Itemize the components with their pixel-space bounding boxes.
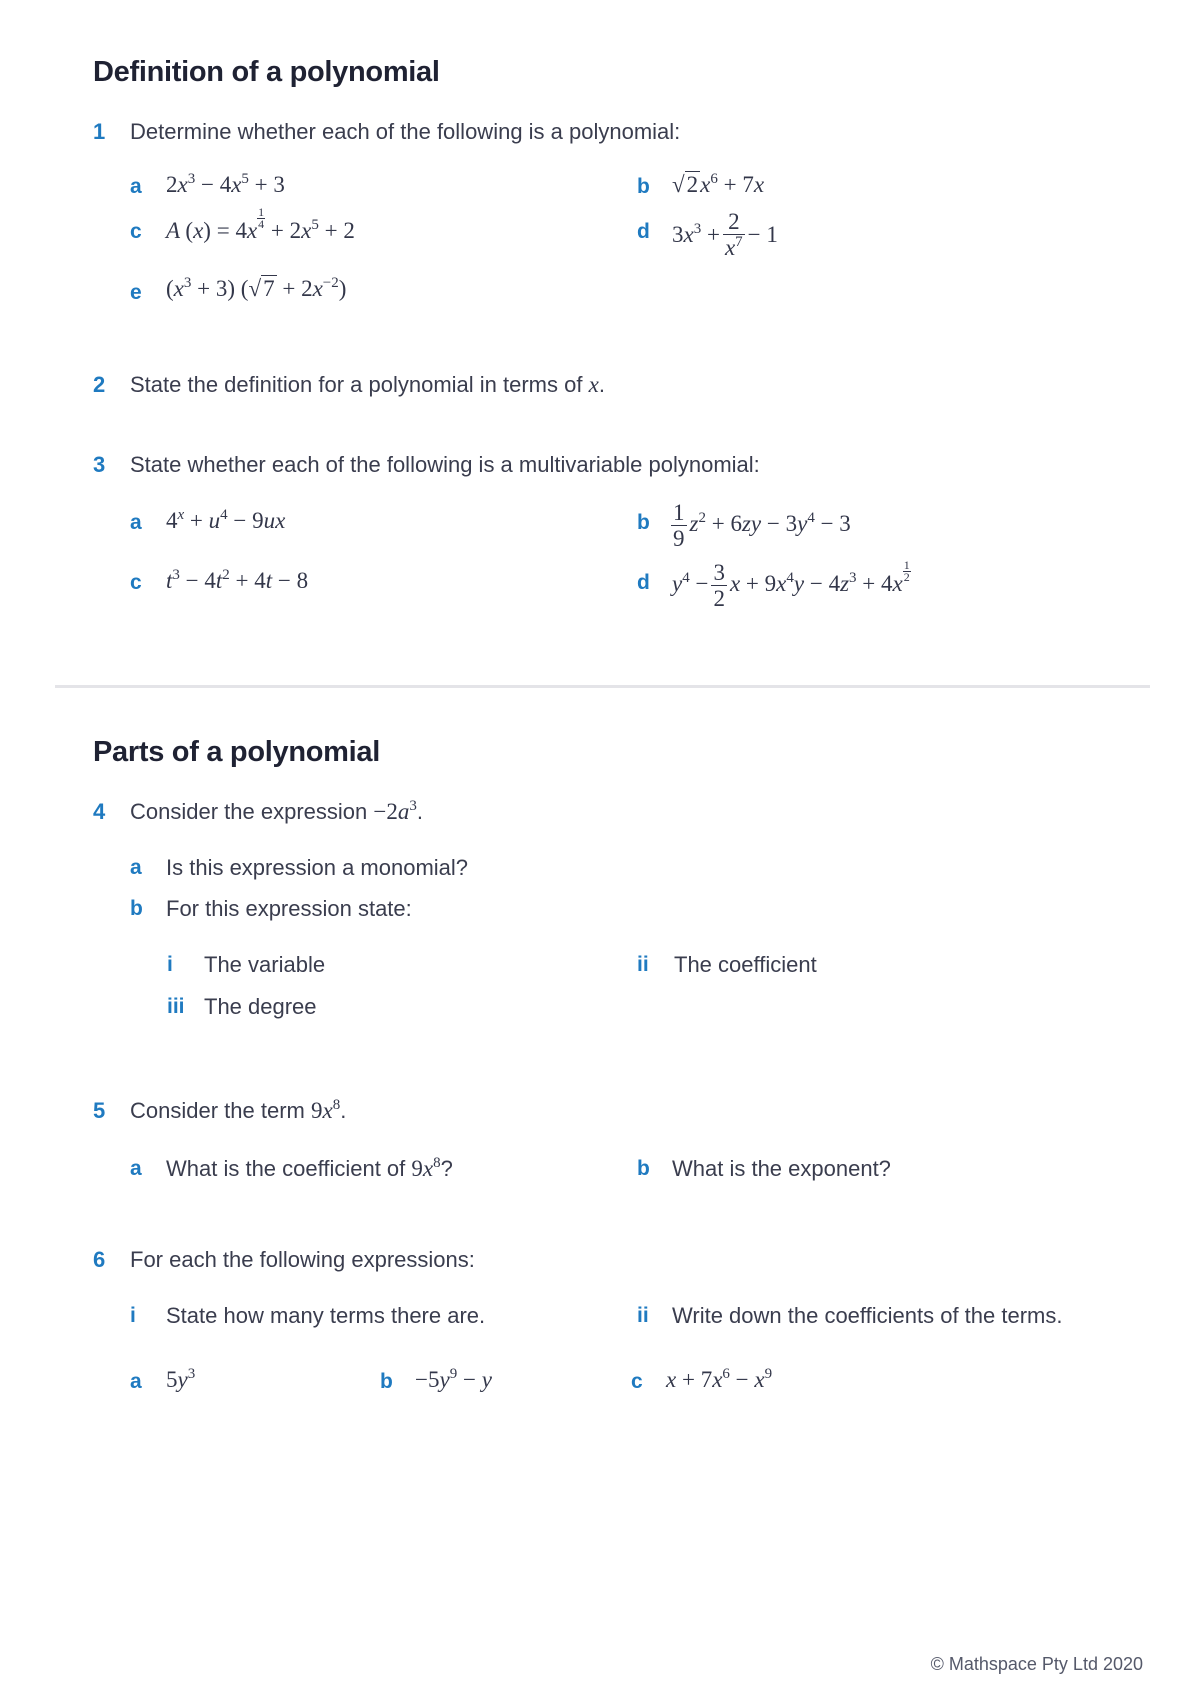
- q1-part-b-label: b: [637, 175, 650, 198]
- q1-part-a-label: a: [130, 175, 142, 198]
- q6-sub-i-label: i: [130, 1304, 136, 1327]
- question-4-period: .: [416, 799, 423, 824]
- question-4-expression: $-2a^3$: [373, 798, 417, 824]
- q4-part-b-label: b: [130, 897, 143, 920]
- q6-part-c-label: c: [631, 1370, 643, 1393]
- q6-part-a-label: a: [130, 1370, 142, 1393]
- q3-part-c-label: c: [130, 571, 142, 594]
- q5-part-a-label: a: [130, 1157, 142, 1180]
- question-5-period: .: [340, 1098, 347, 1123]
- q4-part-a-text: Is this expression a monomial?: [166, 855, 469, 880]
- q1-part-a-expression: $2x^3 - 4x^5 + 3$: [166, 171, 285, 197]
- q1-part-d-label: d: [637, 220, 650, 243]
- q4-part-b-text: For this expression state:: [166, 896, 412, 921]
- question-number-5: 5: [93, 1098, 106, 1123]
- section-title-parts: Parts of a polynomial: [93, 736, 380, 768]
- q5-part-b-label: b: [637, 1157, 650, 1180]
- question-5-body: Consider the term: [130, 1098, 305, 1123]
- question-2-body: State the definition for a polynomial in terms of: [130, 372, 583, 397]
- q3-part-b-label: b: [637, 511, 650, 534]
- question-2-text: [130, 372, 605, 398]
- q6-part-b-label: b: [380, 1370, 393, 1393]
- q6-part-c-expression: $x + 7x^6 - x^9$: [666, 1366, 773, 1392]
- section-divider: [55, 685, 1150, 688]
- question-6-text: For each the following expressions:: [130, 1247, 475, 1272]
- q6-part-b-expression: $-5y^9 - y$: [415, 1366, 492, 1392]
- question-4-body: Consider the expression: [130, 799, 368, 824]
- q5-part-a-term: $9x^8$: [411, 1155, 441, 1181]
- q3-part-a-label: a: [130, 511, 142, 534]
- q3-part-c-expression: $t^3 - 4t^2 + 4t - 8$: [166, 567, 309, 593]
- q5-part-a-body: What is the coefficient of: [166, 1156, 406, 1181]
- q1-part-e-label: e: [130, 281, 142, 304]
- q1-part-d-expression: $3x^3$ + $\frac{2}{x^7}$ − 1: [672, 209, 778, 264]
- question-1-text: Determine whether each of the following is a polynomial:: [130, 119, 681, 144]
- q3-part-d-label: d: [637, 571, 650, 594]
- question-number-3: 3: [93, 452, 106, 477]
- q6-part-a-expression: $5y^3$: [166, 1366, 196, 1392]
- question-number-6: 6: [93, 1247, 106, 1272]
- q4-sub-iii-label: iii: [167, 995, 185, 1018]
- question-number-4: 4: [93, 799, 106, 824]
- question-2-variable: x: [588, 372, 599, 397]
- q4-part-a-label: a: [130, 856, 142, 879]
- q4-sub-ii-text: The coefficient: [674, 952, 817, 977]
- question-5-text: [130, 1098, 346, 1124]
- q4-sub-i-text: The variable: [204, 952, 326, 977]
- question-2-period: .: [598, 372, 605, 397]
- q5-part-b-text: What is the exponent?: [672, 1156, 891, 1181]
- q4-sub-iii-text: The degree: [204, 994, 317, 1019]
- q3-part-d-expression: $y^4$ − $\frac{3}{2}$ $x + 9x^4y - 4z^3 + 4x$ $\frac{1}{2}$: [672, 557, 910, 611]
- q5-part-a-text: [166, 1156, 453, 1182]
- section-title-definition: Definition of a polynomial: [93, 56, 440, 88]
- question-4-text: [130, 799, 423, 825]
- question-3-text: State whether each of the following is a multivariable polynomial:: [130, 452, 760, 477]
- q5-part-a-qmark: ?: [440, 1156, 453, 1181]
- q1-part-e-expression: $(x^3 + 3) (√7 + 2x^{-2})$: [166, 275, 347, 301]
- q1-part-b-expression: $√2x^6 + 7x$: [672, 171, 765, 197]
- q4-sub-i-label: i: [167, 953, 173, 976]
- q6-sub-ii-label: ii: [637, 1304, 649, 1327]
- q1-part-c-expression: A (x) = 4x $\frac{1}{4}$ + $2x^5 + 2$: [166, 205, 355, 243]
- copyright-footer: © Mathspace Pty Ltd 2020: [930, 1654, 1143, 1674]
- q4-sub-ii-label: ii: [637, 953, 649, 976]
- q3-part-a-expression: $4^x + u^4 - 9ux$: [166, 507, 286, 533]
- q1-part-c-label: c: [130, 220, 142, 243]
- question-number-2: 2: [93, 372, 106, 397]
- question-number-1: 1: [93, 119, 106, 144]
- q3-part-b-expression: $\frac{1}{9}$ $z^2 + 6zy - 3y^4 - 3$: [673, 500, 851, 551]
- q6-sub-i-text: State how many terms there are.: [166, 1303, 486, 1328]
- question-5-term: $9x^8$: [310, 1097, 341, 1123]
- q6-sub-ii-text: Write down the coefficients of the terms.: [672, 1303, 1063, 1328]
